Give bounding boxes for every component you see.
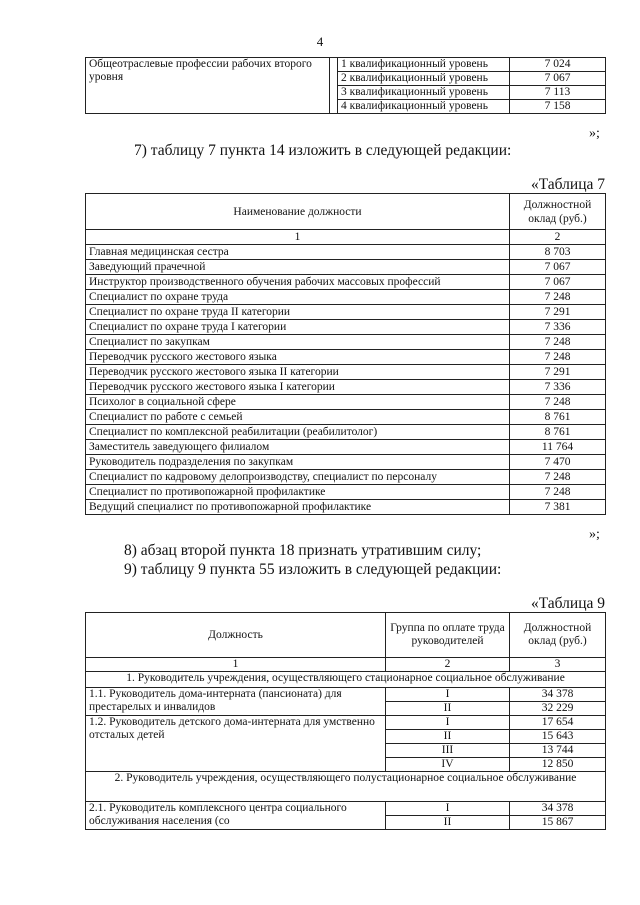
page-number: 4	[316, 34, 324, 49]
group-name: Общеотраслевые профессии рабочих второго уровня	[86, 58, 330, 114]
salary: 7 248	[510, 470, 606, 485]
table-row	[86, 260, 606, 275]
table-row	[86, 500, 606, 515]
position-name: Переводчик русского жестового языка	[86, 350, 510, 365]
position-name: Специалист по противопожарной профилактике	[86, 485, 510, 500]
salary-cell: 7 067	[510, 72, 606, 86]
table7-caption: «Таблица 7	[530, 176, 605, 193]
position-name: Специалист по кадровому делопроизводству, специалист по персоналу	[86, 470, 510, 485]
position-name: 1.1. Руководитель дома-интерната (пансионата) для престарелых и инвалидов	[86, 688, 386, 716]
previous-table	[85, 57, 606, 114]
salary-cell: 7 113	[510, 86, 606, 100]
table-row	[86, 425, 606, 440]
table-row	[86, 688, 606, 702]
pay-group: II	[386, 702, 510, 716]
salary: 13 744	[510, 744, 606, 758]
column-number: 2	[510, 230, 606, 245]
pay-group: I	[386, 716, 510, 730]
salary: 7 067	[510, 260, 606, 275]
salary: 8 761	[510, 410, 606, 425]
closing-quote: »;	[589, 126, 600, 141]
position-name: Специалист по охране труда	[86, 290, 510, 305]
salary-cell: 7 024	[510, 58, 606, 72]
column-header: Должностной оклад (руб.)	[510, 194, 606, 230]
table-row	[86, 716, 606, 730]
table-row	[86, 395, 606, 410]
closing-quote: »;	[589, 527, 600, 542]
pay-group: IV	[386, 758, 510, 772]
table-row	[86, 335, 606, 350]
position-name: Ведущий специалист по противопожарной профилактике	[86, 500, 510, 515]
table-row	[86, 275, 606, 290]
item-7: 7) таблицу 7 пункта 14 изложить в следующей редакции:	[134, 142, 512, 159]
table-row	[86, 455, 606, 470]
level-cell: 2 квалификационный уровень	[338, 72, 510, 86]
salary: 34 378	[510, 688, 606, 702]
table-row	[86, 290, 606, 305]
table9-caption: «Таблица 9	[530, 595, 605, 612]
salary: 7 067	[510, 275, 606, 290]
salary-cell: 7 158	[510, 100, 606, 114]
pay-group: II	[386, 816, 510, 830]
salary: 8 703	[510, 245, 606, 260]
position-name: Специалист по охране труда II категории	[86, 305, 510, 320]
level-cell: 1 квалификационный уровень	[338, 58, 510, 72]
salary: 8 761	[510, 425, 606, 440]
table-row	[86, 380, 606, 395]
column-header: Должность	[86, 613, 386, 658]
table-row	[86, 320, 606, 335]
position-name: 1.2. Руководитель детского дома-интерната для умственно отсталых детей	[86, 716, 386, 772]
level-cell: 3 квалификационный уровень	[338, 86, 510, 100]
salary: 7 336	[510, 320, 606, 335]
section-heading: 1. Руководитель учреждения, осуществляющего стационарное социальное обслуживание	[86, 672, 606, 688]
table-row	[86, 802, 606, 816]
column-number: 3	[510, 658, 606, 672]
salary: 7 381	[510, 500, 606, 515]
table-row	[86, 440, 606, 455]
salary: 7 291	[510, 305, 606, 320]
table-row	[86, 305, 606, 320]
salary: 7 248	[510, 335, 606, 350]
column-number: 2	[386, 658, 510, 672]
table-row	[86, 410, 606, 425]
item-9: 9) таблицу 9 пункта 55 изложить в следующей редакции:	[124, 561, 502, 578]
salary: 7 470	[510, 455, 606, 470]
column-header: Должностной оклад (руб.)	[510, 613, 606, 658]
position-name: Специалист по работе с семьей	[86, 410, 510, 425]
salary: 7 248	[510, 290, 606, 305]
column-header: Наименование должности	[86, 194, 510, 230]
position-name: Заведующий прачечной	[86, 260, 510, 275]
position-name: Главная медицинская сестра	[86, 245, 510, 260]
salary: 7 248	[510, 485, 606, 500]
position-name: Заместитель заведующего филиалом	[86, 440, 510, 455]
salary: 11 764	[510, 440, 606, 455]
position-name: Инструктор производственного обучения рабочих массовых профессий	[86, 275, 510, 290]
position-name: 2.1. Руководитель комплексного центра социального обслуживания населения (со	[86, 802, 386, 830]
salary: 15 867	[510, 816, 606, 830]
section-heading: 2. Руководитель учреждения, осуществляющего полустационарное социальное обслуживание	[86, 772, 606, 802]
position-name: Психолог в социальной сфере	[86, 395, 510, 410]
pay-group: I	[386, 802, 510, 816]
column-header: Группа по оплате труда руководителей	[386, 613, 510, 658]
salary: 7 248	[510, 395, 606, 410]
position-name: Специалист по закупкам	[86, 335, 510, 350]
pay-group: II	[386, 730, 510, 744]
position-name: Специалист по охране труда I категории	[86, 320, 510, 335]
position-name: Переводчик русского жестового языка II категории	[86, 365, 510, 380]
item-8: 8) абзац второй пункта 18 признать утратившим силу;	[124, 542, 482, 559]
salary: 7 248	[510, 350, 606, 365]
table-row	[86, 245, 606, 260]
salary: 7 291	[510, 365, 606, 380]
salary: 34 378	[510, 802, 606, 816]
column-number: 1	[86, 658, 386, 672]
position-name: Переводчик русского жестового языка I категории	[86, 380, 510, 395]
salary: 15 643	[510, 730, 606, 744]
table-row	[86, 485, 606, 500]
pay-group: I	[386, 688, 510, 702]
table-row	[86, 470, 606, 485]
table-row	[86, 350, 606, 365]
position-name: Специалист по комплексной реабилитации (реабилитолог)	[86, 425, 510, 440]
salary: 7 336	[510, 380, 606, 395]
salary: 17 654	[510, 716, 606, 730]
salary: 12 850	[510, 758, 606, 772]
position-name: Руководитель подразделения по закупкам	[86, 455, 510, 470]
table-7	[85, 193, 606, 515]
table-9	[85, 612, 606, 830]
pay-group: III	[386, 744, 510, 758]
level-cell: 4 квалификационный уровень	[338, 100, 510, 114]
salary: 32 229	[510, 702, 606, 716]
column-number: 1	[86, 230, 510, 245]
table-row	[86, 365, 606, 380]
